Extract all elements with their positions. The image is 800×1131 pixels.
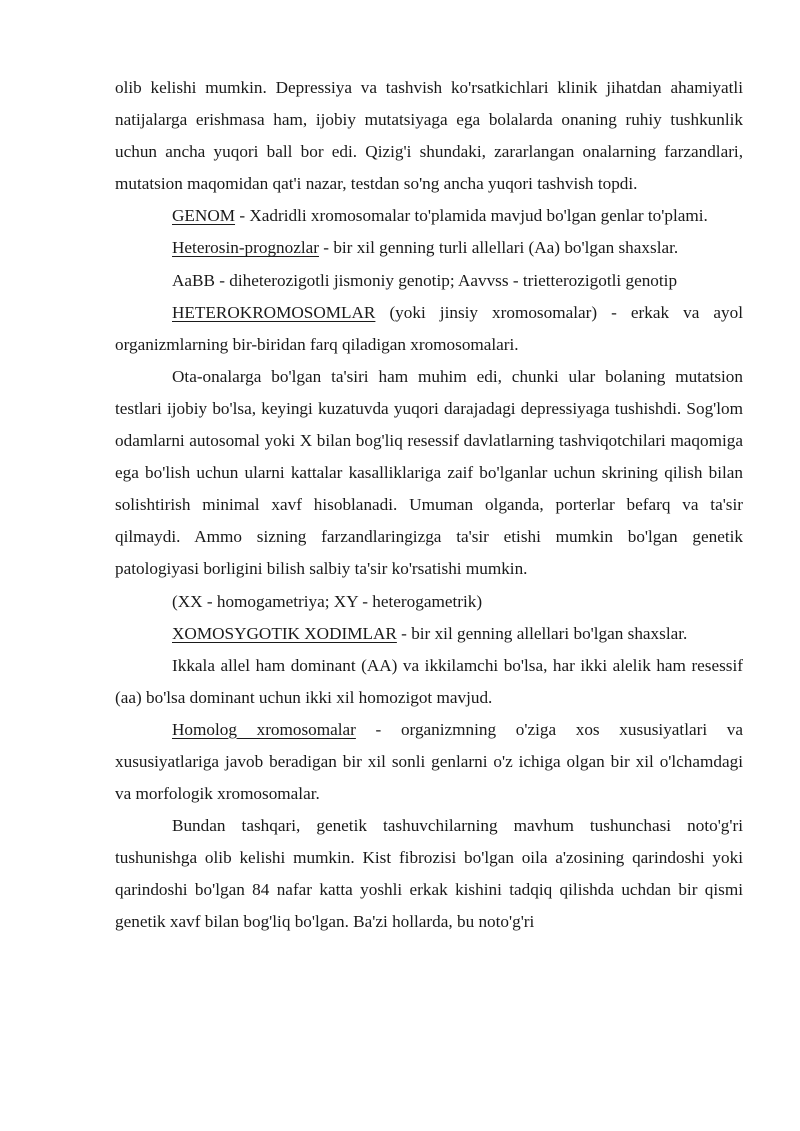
paragraph bbox=[115, 361, 743, 586]
paragraph-text: Ikkala allel ham dominant (AA) va ikkilamchi bo'lsa, har ikki alelik ham resessif (aa) bo'lsa dominant uchun ikki xil homozigot mavjud. bbox=[115, 655, 743, 707]
definition-text: - bir xil genning allellari bo'lgan shaxslar. bbox=[396, 623, 688, 643]
paragraph-text: (XX - homogametriya; XY - heterogametrik) bbox=[172, 591, 483, 611]
paragraph bbox=[115, 200, 743, 232]
paragraph-text: Bundan tashqari, genetik tashuvchilarning mavhum tushunchasi noto'g'ri tushunishga olib kelishi mumkin. Kist fibrozisi bo'lgan oila a'zosining qarindoshi yoki qarindoshi bo'lgan 84 nafar katta yoshli erkak kishini tadqiq qilishda uchdan bir qismi genetik xavf bilan bog'liq bo'lgan. Ba'zi hollarda, bu noto'g'ri bbox=[115, 816, 743, 932]
paragraph-text: AaBB - diheterozigotli jismoniy genotip; Aavvss - trietterozigotli genotip bbox=[172, 270, 678, 290]
definition-text: - bir xil genning turli allellari (Aa) bo'lgan shaxslar. bbox=[319, 238, 679, 258]
paragraph-text: Ota-onalarga bo'lgan ta'siri ham muhim edi, chunki ular bolaning mutatsion testlari ijobiy bo'lsa, keyingi kuzatuvda yuqori darajadagi depressiyaga tushishdi. Sog'lom odamlarni autosomal yoki X bilan bog'liq resessif davlatlarning tashviqotchilari maqomiga ega bo'lish uchun ularni kattalar kasalliklariga zaif bo'lganlar uchun skrining qilish bilan solishtirish minimal xavf hisoblanadi. Umuman olganda, porterlar befarq va ta'sir qilmaydi. Ammo sizning farzandlaringizga ta'sir etishi mumkin bo'lgan genetik patologiyasi borligini bilish salbiy ta'sir ko'rsatishi mumkin. bbox=[115, 366, 743, 579]
paragraph-text: olib kelishi mumkin. Depressiya va tashvish ko'rsatkichlari klinik jihatdan ahamiyatli natijalarga erishmasa ham, ijobiy mutatsiyaga ega bolalarda onaning ruhiy tushkunlik uchun ancha yuqori ball bor edi. Qizig'i shundaki, zararlangan onalarning farzandlari, mutatsion maqomidan qat'i nazar, testdan so'ng ancha yuqori tashvish topdi. bbox=[115, 78, 743, 194]
paragraph bbox=[115, 265, 743, 297]
term-genom: GENOM bbox=[172, 206, 236, 226]
paragraph bbox=[115, 297, 743, 361]
paragraph bbox=[115, 72, 743, 200]
paragraph bbox=[115, 714, 743, 810]
paragraph bbox=[115, 586, 743, 618]
paragraph bbox=[115, 650, 743, 714]
term-heterokromosomlar: HETEROKROMOSOMLAR bbox=[172, 302, 376, 322]
term-homolog-xromosomalar: Homolog xromosomalar bbox=[172, 719, 356, 739]
definition-text: - Xadridli xromosomalar to'plamida mavjud bo'lgan genlar to'plami. bbox=[235, 206, 708, 226]
paragraph bbox=[115, 232, 743, 264]
definition-text: - organizmning o'ziga xos xususiyatlari va xususiyatlariga javob beradigan bir xil sonli genlarni o'z ichiga olgan bir xil o'lchamdagi va morfologik xromosomalar. bbox=[115, 719, 743, 804]
term-xomosygotik-xodimlar: XOMOSYGOTIK XODIMLAR bbox=[172, 623, 397, 643]
paragraph bbox=[115, 810, 743, 938]
term-heterosin-prognozlar: Heterosin-prognozlar bbox=[172, 238, 319, 258]
paragraph bbox=[115, 618, 743, 650]
definition-text: (yoki jinsiy xromosomalar) - erkak va ayol organizmlarning bir-biridan farq qiladigan xromosomalari. bbox=[115, 302, 743, 354]
